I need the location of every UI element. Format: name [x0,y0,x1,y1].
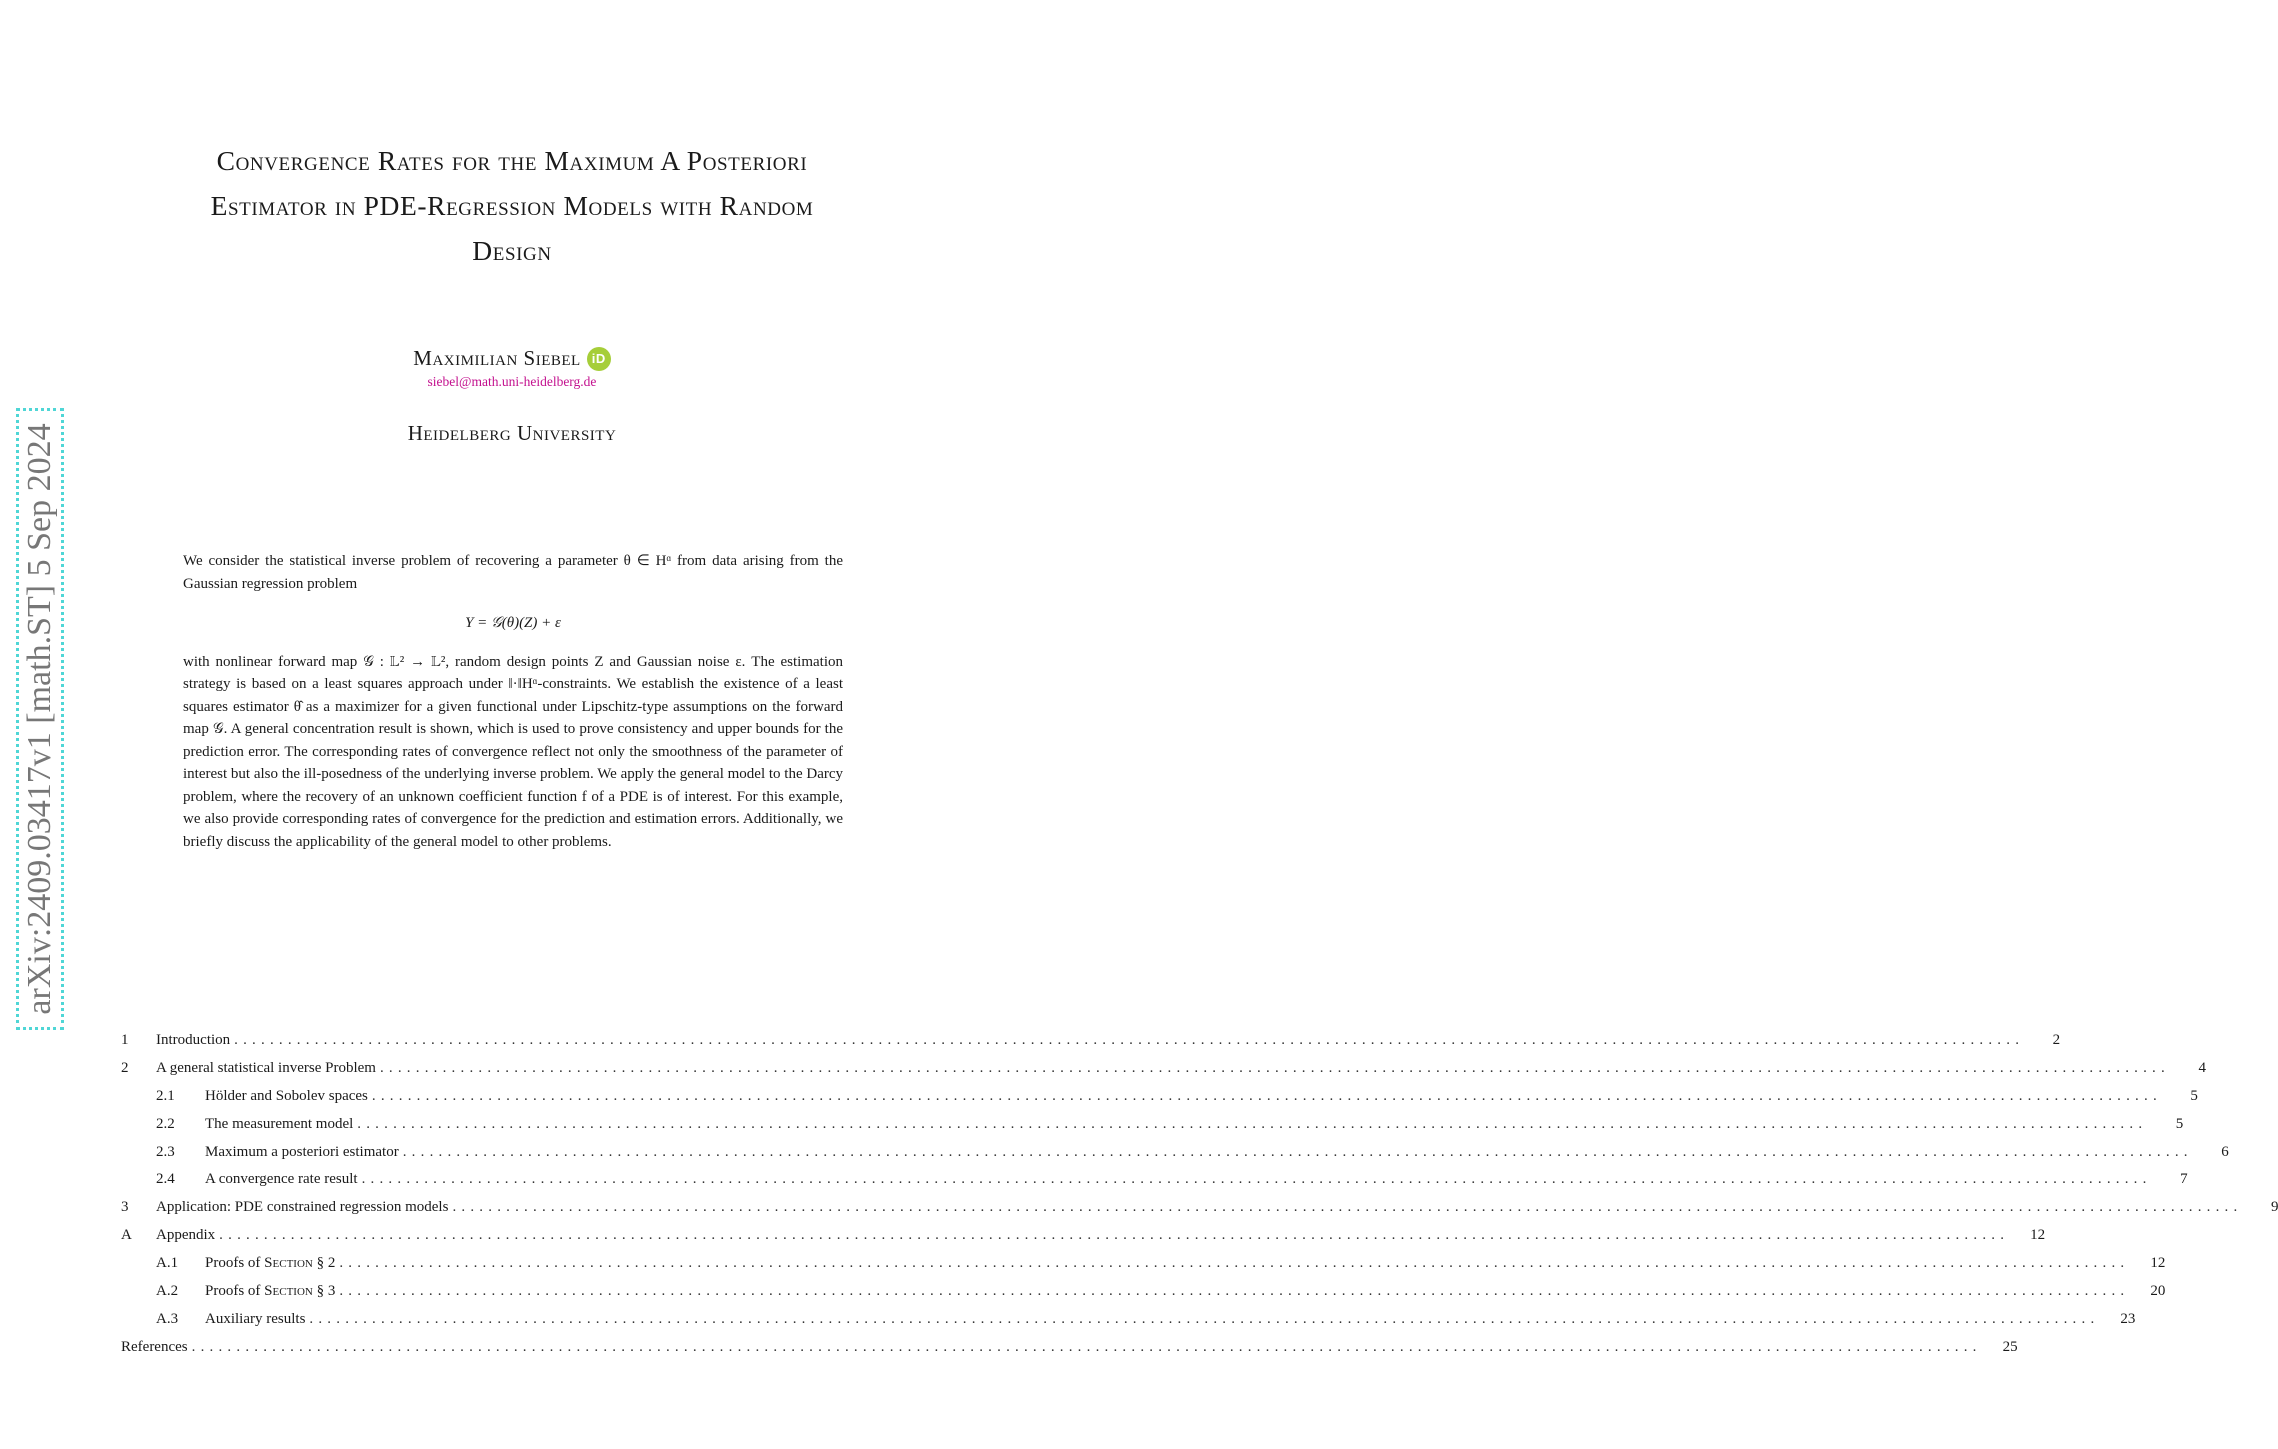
toc-entry-number: 3 [121,1199,129,1216]
toc-entry-page: 6 [2221,1143,2229,1160]
toc-entry[interactable] [121,1222,2046,1250]
title-line-2: Estimator in PDE-Regression Models with Random [210,190,814,221]
toc-entry-page: 23 [2120,1310,2136,1327]
toc-entry-number: 2.1 [156,1087,175,1104]
toc-entry-page: 12 [2150,1255,2166,1272]
toc-entry-number: A.2 [156,1283,179,1300]
toc-entry-label: Introduction [156,1027,234,1055]
toc-entry-label: Application: PDE constrained regression models [156,1194,452,1222]
toc-entry[interactable] [121,1027,2061,1055]
toc-entry[interactable] [121,1306,2136,1334]
toc-leader-dots: ........................................................................................................................................................................................................ [191,1338,1982,1355]
toc-entry-label: The measurement model [205,1111,357,1139]
toc-entry-page: 9 [2270,1199,2278,1216]
toc-entry-page: 4 [2198,1059,2206,1076]
toc-entry-page: 12 [2030,1227,2046,1244]
toc-entry-label: Proofs of Section § 2 [205,1250,339,1278]
toc-leader-dots: ........................................................................................................................................................................................................ [402,1143,2193,1160]
author-email[interactable]: siebel@math.uni-heidelberg.de [427,374,597,389]
title-line-1: Convergence Rates for the Maximum A Posteriori [216,145,808,176]
toc-entry-number: 2.2 [156,1115,175,1132]
toc-leader-dots: ........................................................................................................................................................................................................ [361,1171,2152,1188]
toc-leader-dots: ........................................................................................................................................................................................................ [339,1283,2130,1300]
toc-entry-label: A general statistical inverse Problem [156,1055,380,1083]
toc-leader-dots: ........................................................................................................................................................................................................ [452,1199,2243,1216]
toc-entry-page: 5 [2175,1115,2184,1132]
toc-leader-dots: ........................................................................................................................................................................................................ [371,1087,2162,1104]
toc-entry[interactable] [121,1250,2166,1278]
toc-entry-number: 2 [121,1059,129,1076]
arxiv-stamp[interactable]: arXiv:2409.03417v1 [math.ST] 5 Sep 2024 [16,408,64,1030]
toc-entry[interactable] [121,1334,2018,1362]
toc-entry-number: 2.3 [156,1143,175,1160]
toc-entry-number: 2.4 [156,1171,175,1188]
toc-entry-number: A [121,1227,132,1244]
toc-entry-page: 7 [2180,1171,2188,1188]
toc-entry-number: 1 [121,1032,129,1048]
toc-entry[interactable] [121,1139,2229,1167]
toc-entry[interactable] [121,1166,2188,1194]
toc-entry-page: 5 [2190,1087,2198,1104]
toc-entry-number: A.1 [156,1255,179,1272]
toc-entry[interactable] [121,1083,2198,1111]
toc-entry-number: A.3 [156,1310,179,1327]
toc-entry-page: 2 [2052,1032,2061,1048]
author-name: Maximilian Siebel [413,346,581,370]
toc-entry-label: Proofs of Section § 3 [205,1278,339,1306]
regression-equation: Y = 𝒢(θ)(Z) + ε [465,615,561,631]
abstract-paragraph-2: with nonlinear forward map 𝒢 : 𝕃² → 𝕃², random design points Z and Gaussian noise ε. The estimation strategy is based on a least squares approach under ‖·‖Hᵅ-constraints. We establish the existence of a least squares estimator θ̂ as a maximizer for a given functional under Lipschitz-type assumptions on the forward map 𝒢. A general concentration result is shown, which is used to prove consistency and upper bounds for the prediction error. The corresponding rates of convergence reflect not only the smoothness of the parameter of interest but also the ill-posedness of the underlying inverse problem. We apply the general model to the Darcy problem, where the recovery of an unknown coefficient function f of a PDE is of interest. For this example, we also provide corresponding rates of convergence for the prediction and estimation errors. Additionally, we briefly discuss the applicability of the general model to other problems. [183,653,843,850]
table-of-contents [121,1027,2278,1362]
affiliation: Heidelberg University [407,421,617,445]
toc-leader-dots: ........................................................................................................................................................................................................ [379,1059,2170,1076]
toc-leader-dots: ........................................................................................................................................................................................................ [357,1115,2148,1132]
toc-leader-dots: ........................................................................................................................................................................................................ [219,1227,2010,1244]
toc-entry-label: References [121,1334,192,1362]
toc-entry-label: Appendix [156,1222,219,1250]
abstract [183,550,843,853]
toc-leader-dots: ........................................................................................................................................................................................................ [234,1032,2025,1048]
title-line-3: Design [472,235,552,266]
author-block [0,346,1024,371]
toc-entry[interactable] [121,1278,2166,1306]
toc-leader-dots: ........................................................................................................................................................................................................ [339,1255,2130,1272]
abstract-paragraph-1: We consider the statistical inverse problem of recovering a parameter θ ∈ Hᵅ from data arising from the Gaussian regression problem [183,553,843,592]
toc-entry-label: Auxiliary results [205,1306,309,1334]
toc-leader-dots: ........................................................................................................................................................................................................ [309,1310,2100,1327]
toc-entry-label: Maximum a posteriori estimator [205,1139,403,1167]
paper-title [100,138,924,273]
toc-entry[interactable] [121,1055,2206,1083]
toc-entry-page: 25 [2002,1338,2018,1355]
toc-entry[interactable] [121,1194,2278,1222]
toc-entry[interactable] [121,1111,2184,1139]
toc-entry-label: A convergence rate result [205,1166,362,1194]
toc-entry-page: 20 [2150,1283,2166,1300]
orcid-icon[interactable]: iD [587,347,611,371]
toc-entry-label: Hölder and Sobolev spaces [205,1083,372,1111]
